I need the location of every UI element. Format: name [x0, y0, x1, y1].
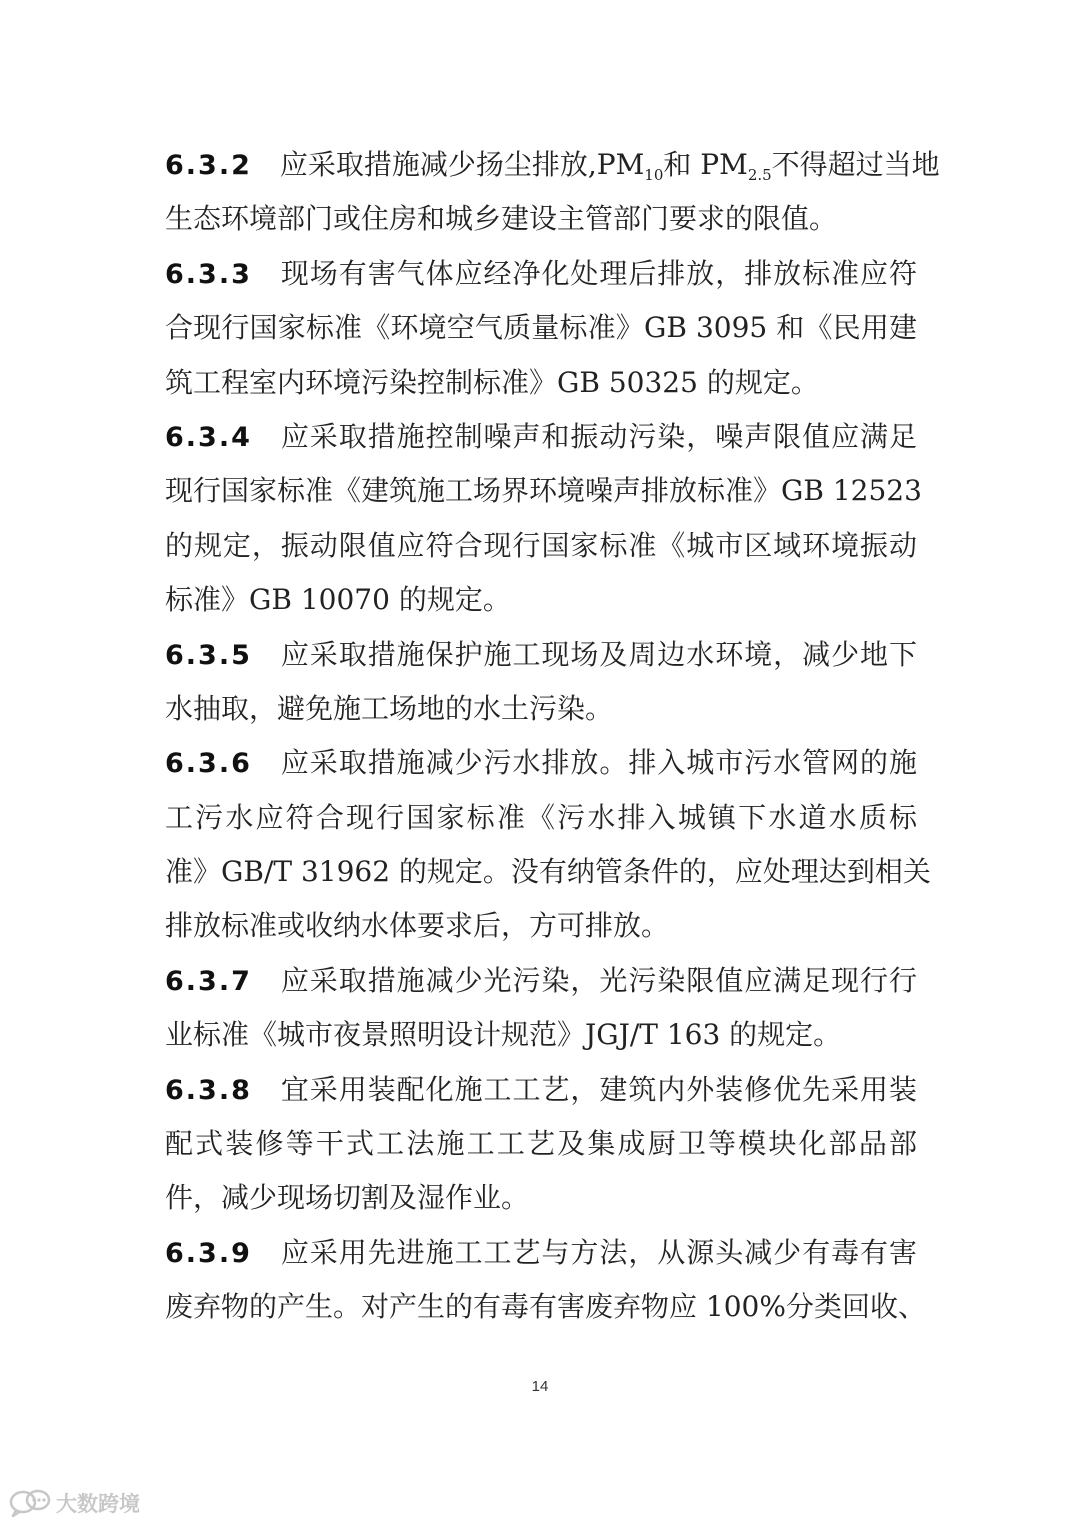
- clause-text: 筑工程室内环境污染控制标准》GB 50325 的规定。: [165, 365, 819, 399]
- text-line: [165, 791, 917, 845]
- text-line: [165, 628, 917, 682]
- text-line: [165, 192, 917, 246]
- clause-text: 不得超过当地: [771, 148, 940, 181]
- clause-text: 应采取措施减少光污染，光污染限值应满足现行行: [279, 963, 917, 997]
- clause-text: 排放标准或收纳水体要求后，方可排放。: [165, 909, 670, 943]
- text-line: [165, 899, 917, 953]
- subscript-text: 2.5: [747, 166, 772, 184]
- text-line: [165, 573, 917, 627]
- clause-text: 应采取措施减少扬尘排放,PM: [279, 148, 645, 181]
- clause-number: 6.3.3: [165, 258, 252, 290]
- page-number: 14: [531, 1378, 549, 1395]
- clause-6-3-8: [165, 1063, 917, 1226]
- clause-text: 的规定，振动限值应符合现行国家标准《城市区域环境振动: [165, 528, 917, 562]
- text-line: [165, 356, 917, 410]
- text-line: [165, 301, 917, 355]
- speech-bubbles-icon: [8, 1488, 52, 1518]
- clause-text: 配式装修等干式工法施工工艺及集成厨卫等模块化部品部: [165, 1127, 917, 1161]
- clause-text: 生态环境部门或住房和城乡建设主管部门要求的限值。: [165, 202, 838, 236]
- clause-6-3-9: [165, 1226, 926, 1335]
- clause-text: 和 PM: [663, 148, 748, 181]
- clause-number: 6.3.5: [165, 639, 252, 671]
- clause-6-3-7: [165, 954, 917, 1063]
- clause-6-3-6: [165, 736, 931, 954]
- clause-text: 件，减少现场切割及湿作业。: [165, 1181, 530, 1215]
- clause-number: 6.3.4: [165, 421, 252, 453]
- clause-text: 应采用先进施工工艺与方法，从源头减少有毒有害: [279, 1235, 917, 1269]
- text-line: [165, 519, 917, 573]
- clause-number: 6.3.6: [165, 748, 252, 780]
- clause-text: 标准》GB 10070 的规定。: [165, 583, 511, 617]
- text-line: [165, 1171, 917, 1225]
- clause-number: 6.3.2: [165, 150, 252, 181]
- text-line: [165, 682, 917, 736]
- clause-text: 应采取措施保护施工现场及周边水环境，减少地下: [279, 637, 917, 671]
- text-line: [165, 464, 922, 518]
- text-line: [165, 138, 940, 192]
- clause-text: 工污水应符合现行国家标准《污水排入城镇下水道水质标: [165, 800, 917, 834]
- text-line: [165, 410, 917, 464]
- clause-text: 水抽取，避免施工场地的水土污染。: [165, 691, 614, 725]
- clause-6-3-2: [165, 138, 940, 247]
- clause-number: 6.3.9: [165, 1237, 252, 1269]
- text-line: [165, 1280, 926, 1334]
- clause-text: 业标准《城市夜景照明设计规范》JGJ/T 163 的规定。: [165, 1018, 842, 1052]
- text-line: [165, 1117, 917, 1171]
- document-body: [165, 138, 940, 1335]
- clause-text: 现行国家标准《建筑施工场界环境噪声排放标准》GB 12523: [165, 474, 922, 508]
- text-line: [165, 247, 917, 301]
- clause-number: 6.3.8: [165, 1074, 252, 1106]
- clause-text: 准》GB/T 31962 的规定。没有纳管条件的，应处理达到相关: [165, 855, 931, 889]
- clause-text: 应采取措施控制噪声和振动污染，噪声限值应满足: [279, 419, 917, 453]
- clause-6-3-5: [165, 628, 917, 737]
- text-line: [165, 845, 931, 899]
- clause-6-3-4: [165, 410, 922, 628]
- subscript-text: 10: [644, 166, 664, 184]
- clause-text: 现场有害气体应经净化处理后排放，排放标准应符: [279, 256, 917, 290]
- clause-text: 合现行国家标准《环境空气质量标准》GB 3095 和《民用建: [165, 311, 917, 345]
- text-line: [165, 736, 917, 790]
- watermark: [8, 1486, 140, 1520]
- text-line: [165, 954, 917, 1008]
- clause-text: 应采取措施减少污水排放。排入城市污水管网的施: [279, 746, 917, 780]
- clause-text: 废弃物的产生。对产生的有毒有害废弃物应 100%分类回收、: [165, 1290, 926, 1324]
- clause-number: 6.3.7: [165, 965, 252, 997]
- watermark-text: 大数跨境: [56, 1492, 140, 1516]
- clause-6-3-3: [165, 247, 917, 410]
- text-line: [165, 1226, 917, 1280]
- clause-text: 宜采用装配化施工工艺，建筑内外装修优先采用装: [279, 1072, 917, 1106]
- text-line: [165, 1063, 917, 1117]
- text-line: [165, 1008, 917, 1062]
